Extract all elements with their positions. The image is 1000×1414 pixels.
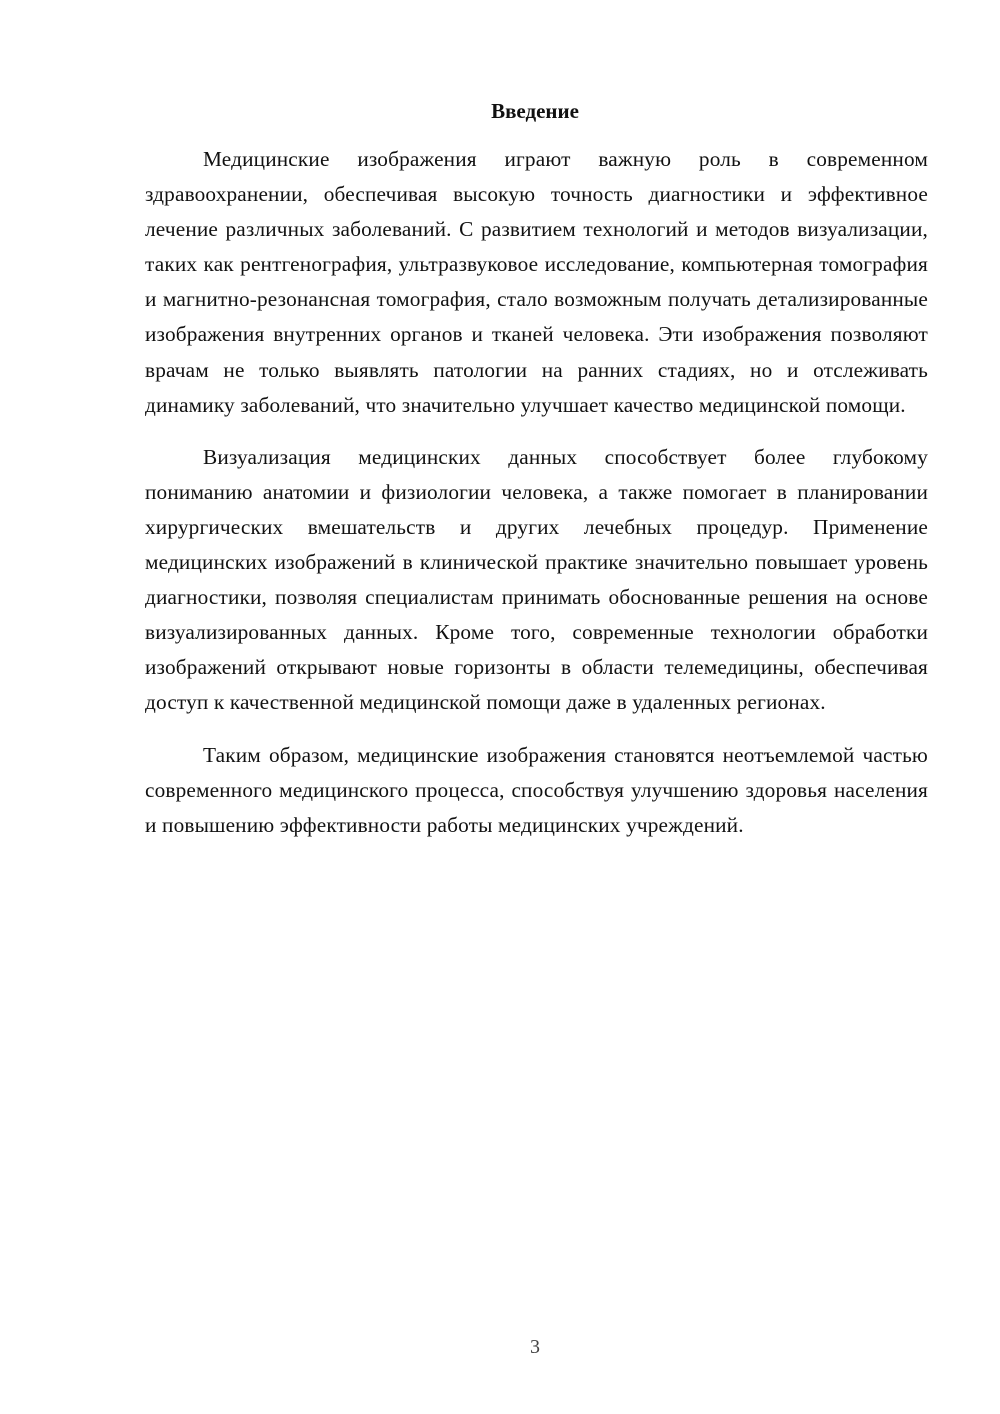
paragraph-1: Медицинские изображения играют важную роль в современном здравоохранении, обеспечивая высокую точность диагностики и эффективное лечение различных заболеваний. С развитием технологий и методов визуализации, таких как рентгенография, ультразвуковое исследование, компьютерная томография и магнитно-резонансная томография, стало возможным получать детализированные изображения внутренних органов и тканей человека. Эти изображения позволяют врачам не только выявлять патологии на ранних стадиях, но и отслеживать динамику заболеваний, что значительно улучшает качество медицинской помощи.: [145, 147, 928, 417]
section-title: Введение: [491, 99, 579, 123]
body-text: [145, 142, 928, 860]
page-number: 3: [530, 1336, 540, 1358]
paragraph-3: Таким образом, медицинские изображения становятся неотъемлемой частью современного медицинского процесса, способствуя улучшению здоровья населения и повышению эффективности работы медицинских учреждений.: [145, 742, 928, 837]
paragraph-2: Визуализация медицинских данных способствует более глубокому пониманию анатомии и физиологии человека, а также помогает в планировании хирургических вмешательств и других лечебных процедур. Применение медицинских изображений в клинической практике значительно повышает уровень диагностики, позволяя специалистам принимать обоснованные решения на основе визуализированных данных. Кроме того, современные технологии обработки изображений открывают новые горизонты в области телемедицины, обеспечивая доступ к качественной медицинской помощи даже в удаленных регионах.: [145, 444, 928, 715]
